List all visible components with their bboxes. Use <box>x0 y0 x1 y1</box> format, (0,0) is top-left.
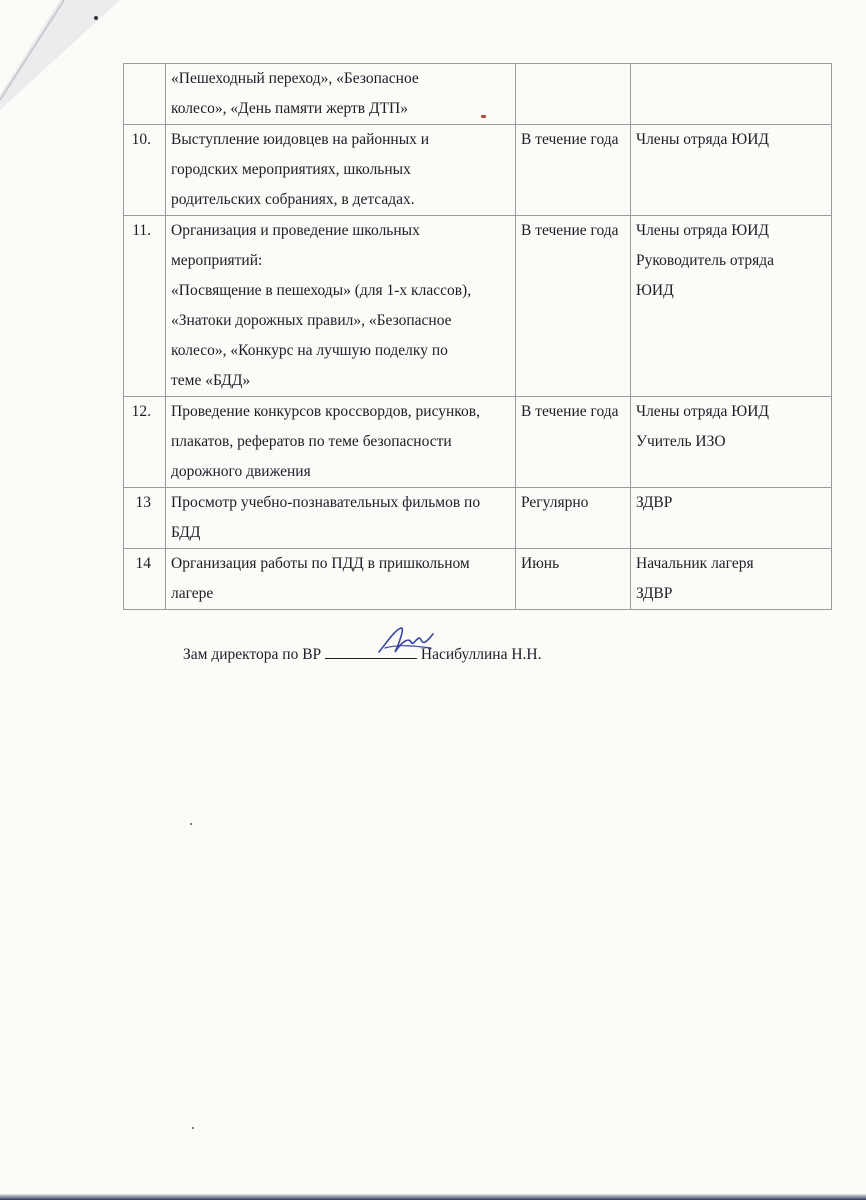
activity-line: Выступление юидовцев на районных и <box>171 131 430 148</box>
scan-bottom-edge <box>0 1194 866 1200</box>
responsible-line: Руководитель отряда <box>636 252 775 269</box>
scan-speck <box>192 1127 194 1129</box>
signature-block <box>183 644 542 666</box>
table-row <box>124 549 832 610</box>
row-number <box>124 64 166 125</box>
events-plan-table <box>123 63 832 610</box>
term-cell <box>516 64 631 125</box>
table-row <box>124 216 832 397</box>
activity-line: БДД <box>171 524 201 541</box>
activity-cell <box>166 64 516 125</box>
row-number: 14 <box>124 549 166 610</box>
activity-line: «Пешеходный переход», «Безопасное <box>171 70 419 87</box>
signer-position: Зам директора по ВР <box>183 646 322 663</box>
activity-line: Проведение конкурсов кроссвордов, рисунков, <box>171 403 480 420</box>
responsible-line: ЗДВР <box>636 585 673 602</box>
responsible-line: Начальник лагеря <box>636 555 754 572</box>
scan-speck <box>481 115 486 118</box>
activity-line: мероприятий: <box>171 252 263 269</box>
activity-line: колесо», «Конкурс на лучшую поделку по <box>171 342 448 359</box>
term-text: В течение года <box>521 222 619 239</box>
term-cell <box>516 549 631 610</box>
term-cell <box>516 397 631 488</box>
term-text: Июнь <box>521 555 560 572</box>
signature-line <box>325 644 417 659</box>
activity-cell <box>166 125 516 216</box>
activity-cell <box>166 397 516 488</box>
activity-line: городских мероприятиях, школьных <box>171 161 411 178</box>
responsible-cell <box>631 488 832 549</box>
table-row <box>124 397 832 488</box>
term-cell <box>516 488 631 549</box>
responsible-line: ЗДВР <box>636 494 673 511</box>
term-cell <box>516 216 631 397</box>
table-row <box>124 125 832 216</box>
responsible-line: Члены отряда ЮИД <box>636 222 769 239</box>
responsible-line: Члены отряда ЮИД <box>636 403 769 420</box>
signer-name: Насибуллина Н.Н. <box>420 646 542 663</box>
activity-cell <box>166 549 516 610</box>
activity-line: лагере <box>171 585 214 602</box>
activity-line: Организация и проведение школьных <box>171 222 420 239</box>
activity-line: колесо», «День памяти жертв ДТП» <box>171 100 408 117</box>
responsible-line: Члены отряда ЮИД <box>636 131 769 148</box>
responsible-cell <box>631 549 832 610</box>
row-number: 10. <box>124 125 166 216</box>
row-number: 11. <box>124 216 166 397</box>
responsible-cell <box>631 125 832 216</box>
responsible-line: ЮИД <box>636 282 674 299</box>
row-number: 13 <box>124 488 166 549</box>
responsible-cell <box>631 397 832 488</box>
activity-cell <box>166 216 516 397</box>
activity-line: «Посвящение в пешеходы» (для 1-х классов), <box>171 282 472 299</box>
activity-line: родительских собраниях, в детсадах. <box>171 191 415 208</box>
activity-line: дорожного движения <box>171 463 311 480</box>
activity-line: теме «БДД» <box>171 372 251 389</box>
activity-line: плакатов, рефератов по теме безопасности <box>171 433 452 450</box>
term-text: В течение года <box>521 403 619 420</box>
table-row <box>124 64 832 125</box>
activity-line: «Знатоки дорожных правил», «Безопасное <box>171 312 452 329</box>
activity-cell <box>166 488 516 549</box>
row-number: 12. <box>124 397 166 488</box>
term-text: В течение года <box>521 131 619 148</box>
term-text: Регулярно <box>521 494 589 511</box>
activity-line: Просмотр учебно-познавательных фильмов по <box>171 494 481 511</box>
scan-speck <box>190 823 192 825</box>
activity-line: Организация работы по ПДД в пришкольном <box>171 555 470 572</box>
table-row <box>124 488 832 549</box>
term-cell <box>516 125 631 216</box>
responsible-cell <box>631 216 832 397</box>
responsible-line: Учитель ИЗО <box>636 433 726 450</box>
responsible-cell <box>631 64 832 125</box>
